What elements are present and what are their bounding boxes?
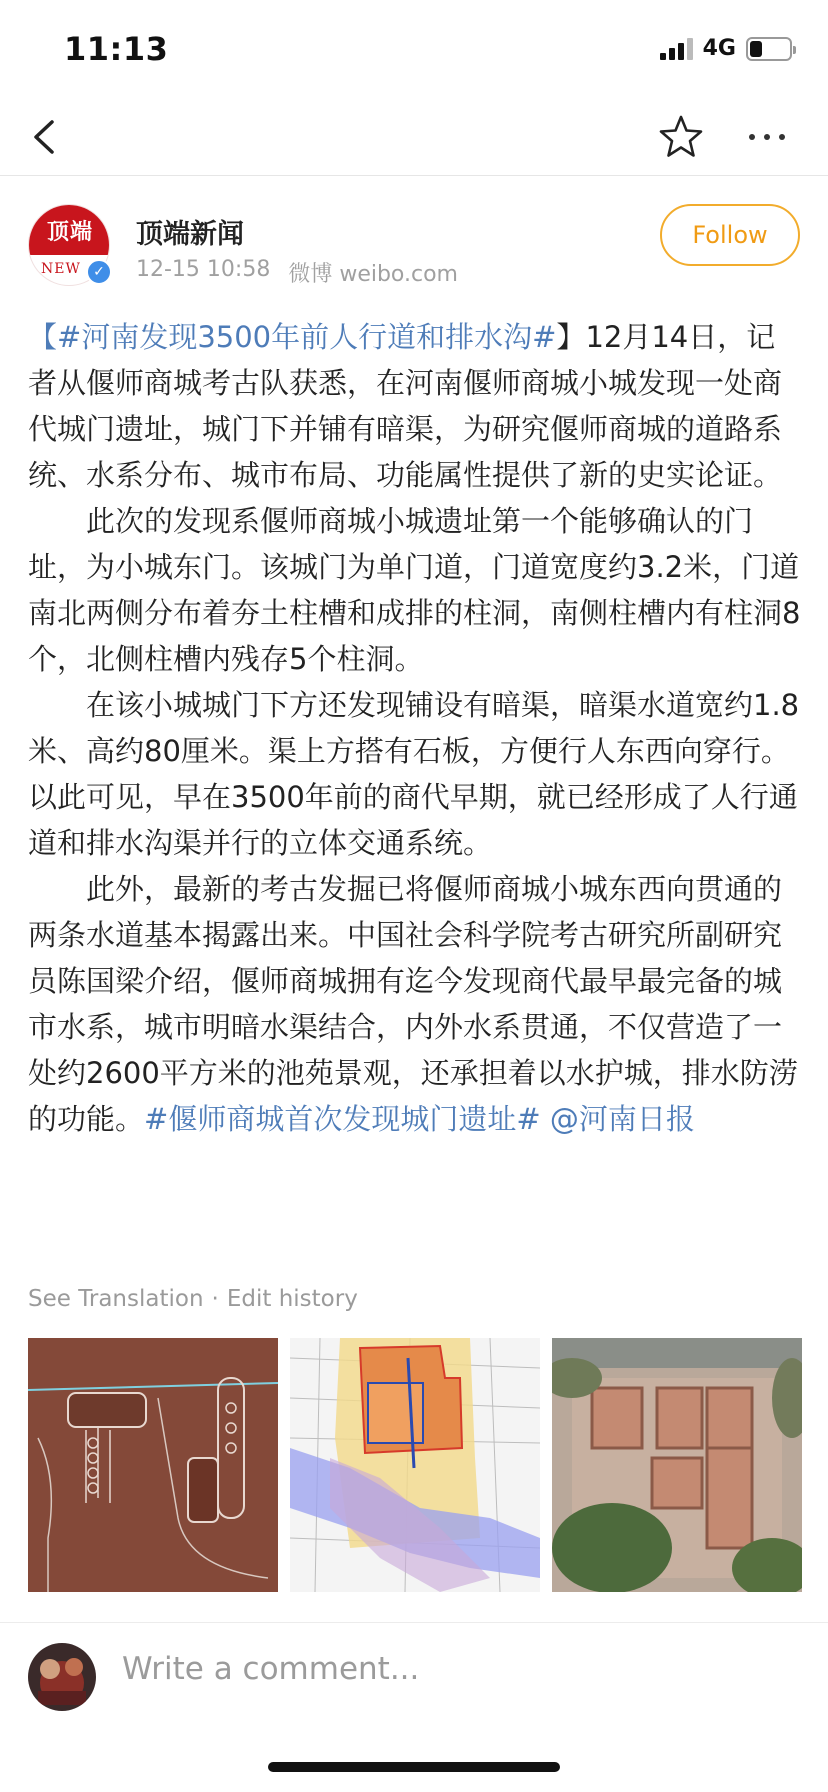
paragraph-4 (28, 866, 802, 1142)
status-bar (0, 0, 828, 100)
post-body (28, 314, 802, 1142)
more-icon[interactable] (742, 112, 792, 162)
battery-icon (746, 37, 792, 61)
hashtag-link[interactable]: #偃师商城首次发现城门遗址# (144, 1102, 541, 1136)
post-meta (136, 257, 458, 288)
bracket-open: 【 (28, 320, 58, 354)
battery-level (750, 41, 762, 57)
separator: · (211, 1286, 219, 1312)
post-source: 微博 weibo.com (288, 262, 458, 287)
paragraph-2: 此次的发现系偃师商城小城遗址第一个能够确认的门址，为小城东门。该城门为单门道，门道宽度约3.2米，门道南北两侧分布着夯土柱槽和成排的柱洞，南侧柱槽内有柱洞8个，北侧柱槽内残存5个柱洞。 (28, 504, 801, 676)
see-translation-link[interactable]: See Translation (28, 1286, 204, 1312)
status-indicators (660, 36, 792, 61)
paragraph-3: 在该小城城门下方还发现铺设有暗渠，暗渠水道宽约1.8米、高约80厘米。渠上方搭有石板，方便行人东西向穿行。以此可见，早在3500年前的商代早期，就已经形成了人行通道和排水沟渠并行的立体交通系统。 (28, 688, 800, 860)
hashtag-link[interactable]: #河南发现3500年前人行道和排水沟# (57, 320, 557, 354)
paragraph-4-text: 此外，最新的考古发掘已将偃师商城小城东西向贯通的两条水道基本揭露出来。中国社会科学院考古研究所副研究员陈国梁介绍，偃师商城拥有迄今发现商代最早最完备的城市水系，城市明暗水渠结合，内外水系贯通，不仅营造了一处约2600平方米的池苑景观，还承担着以水护城，排水防涝的功能。 (28, 872, 798, 1136)
image-grid (28, 1338, 802, 1592)
follow-button[interactable]: Follow (660, 204, 800, 266)
comment-input[interactable]: Write a comment... (122, 1651, 420, 1687)
gate-ruins-photo[interactable] (28, 1338, 278, 1592)
post-date: 12-15 10:58 (136, 257, 271, 282)
verified-icon: ✓ (86, 259, 112, 285)
paragraph-1 (28, 314, 802, 498)
excavation-aerial-photo[interactable] (552, 1338, 802, 1592)
status-time: 11:13 (64, 30, 169, 68)
home-indicator (268, 1762, 560, 1772)
bracket-close: 】 (556, 320, 586, 354)
paragraph-1-text: 12月14日，记者从偃师商城考古队获悉，在河南偃师商城小城发现一处商代城门遗址，城门下并铺有暗渠，为研究偃师商城的道路系统、水系分布、城市布局、功能属性提供了新的史实论证。 (28, 320, 783, 492)
user-avatar[interactable] (28, 1643, 96, 1711)
post-actions (28, 1286, 358, 1312)
author-name[interactable]: 顶端新闻 (136, 219, 244, 250)
edit-history-link[interactable]: Edit history (226, 1286, 358, 1312)
back-arrow-icon[interactable] (22, 114, 68, 160)
avatar-new-badge: NEW (41, 261, 81, 277)
avatar-logo-text: 顶端 (46, 218, 93, 245)
network-label: 4G (702, 36, 736, 61)
site-map-image[interactable] (290, 1338, 540, 1592)
nav-bar (0, 100, 828, 176)
star-icon[interactable] (656, 112, 706, 162)
mention-link[interactable]: @河南日报 (549, 1102, 695, 1136)
signal-icon (660, 38, 693, 60)
comment-bar (0, 1622, 828, 1734)
